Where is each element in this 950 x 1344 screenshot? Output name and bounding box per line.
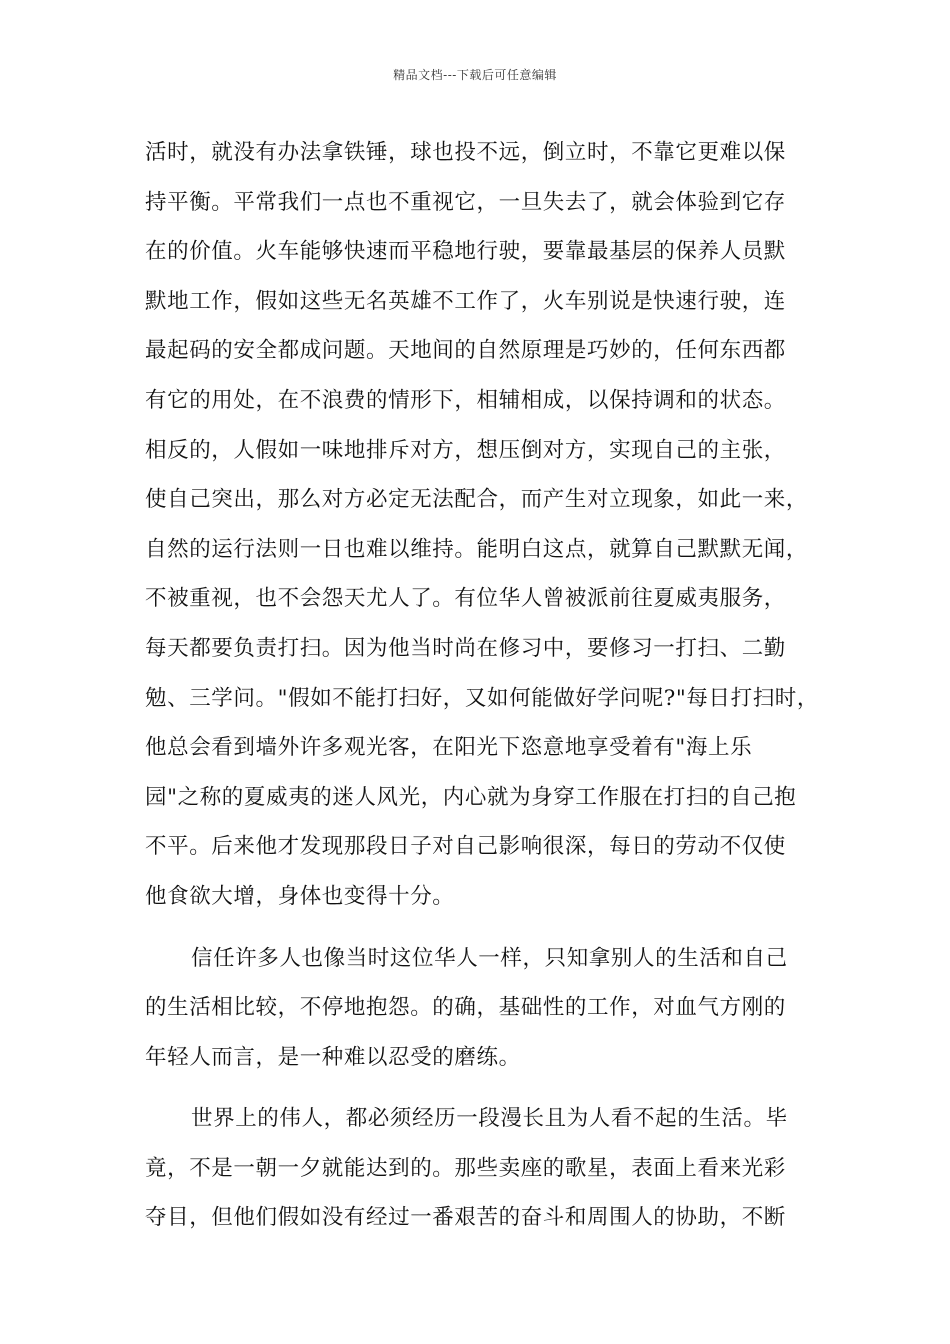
text-line: 在的价值。火车能够快速而平稳地行驶，要靠最基层的保养人员默: [145, 239, 786, 265]
text-line: 使自己突出，那么对方必定无法配合，而产生对立现象，如此一来，: [145, 487, 809, 513]
text-line: 他食欲大增，身体也变得十分。: [145, 883, 455, 909]
text-line: 每天都要负责打扫。因为他当时尚在修习中，要修习一打扫、二勤: [145, 635, 786, 661]
text-line: 世界上的伟人，都必须经历一段漫长且为人看不起的生活。毕: [191, 1106, 788, 1132]
paragraph-1: [145, 128, 825, 922]
text-line: 年轻人而言，是一种难以忍受的磨练。: [145, 1044, 521, 1070]
text-line: 自然的运行法则一日也难以维持。能明白这点，就算自己默默无闻，: [145, 536, 809, 562]
paragraph-2: [145, 934, 825, 1083]
text-line: 有它的用处，在不浪费的情形下，相辅相成，以保持调和的状态。: [145, 387, 786, 413]
text-line: 园"之称的夏威夷的迷人风光，内心就为身穿工作服在打扫的自己抱: [145, 784, 797, 810]
text-line: 最起码的安全都成问题。天地间的自然原理是巧妙的，任何东西都: [145, 338, 786, 364]
text-line: 默地工作，假如这些无名英雄不工作了，火车别说是快速行驶，连: [145, 288, 786, 314]
text-line: 不被重视，也不会怨天尤人了。有位华人曾被派前往夏威夷服务，: [145, 586, 786, 612]
text-line: 的生活相比较，不停地抱怨。的确，基础性的工作，对血气方刚的: [145, 995, 786, 1021]
text-line: 勉、三学问。"假如不能打扫好，又如何能做好学问呢?"每日打扫时，: [145, 685, 820, 711]
paragraph-gap: [145, 922, 825, 934]
document-body: [145, 128, 825, 1243]
text-line: 持平衡。平常我们一点也不重视它，一旦失去了，就会体验到它存: [145, 189, 786, 215]
text-line: 他总会看到墙外许多观光客，在阳光下恣意地享受着有"海上乐: [145, 735, 753, 761]
text-line: 夺目，但他们假如没有经过一番艰苦的奋斗和周围人的协助，不断: [145, 1205, 786, 1231]
text-line: 信任许多人也像当时这位华人一样，只知拿别人的生活和自己: [191, 945, 788, 971]
text-line: 竟，不是一朝一夕就能达到的。那些卖座的歌星，表面上看来光彩: [145, 1155, 786, 1181]
text-line: 相反的，人假如一味地排斥对方，想压倒对方，实现自己的主张，: [145, 437, 786, 463]
text-line: 不平。后来他才发现那段日子对自己影响很深，每日的劳动不仅使: [145, 834, 786, 860]
paragraph-3: [145, 1094, 825, 1243]
paragraph-gap: [145, 1082, 825, 1094]
text-line: 活时，就没有办法拿铁锤，球也投不远，倒立时，不靠它更难以保: [145, 140, 786, 165]
page-header: 精品文档---下载后可任意编辑: [393, 68, 557, 82]
